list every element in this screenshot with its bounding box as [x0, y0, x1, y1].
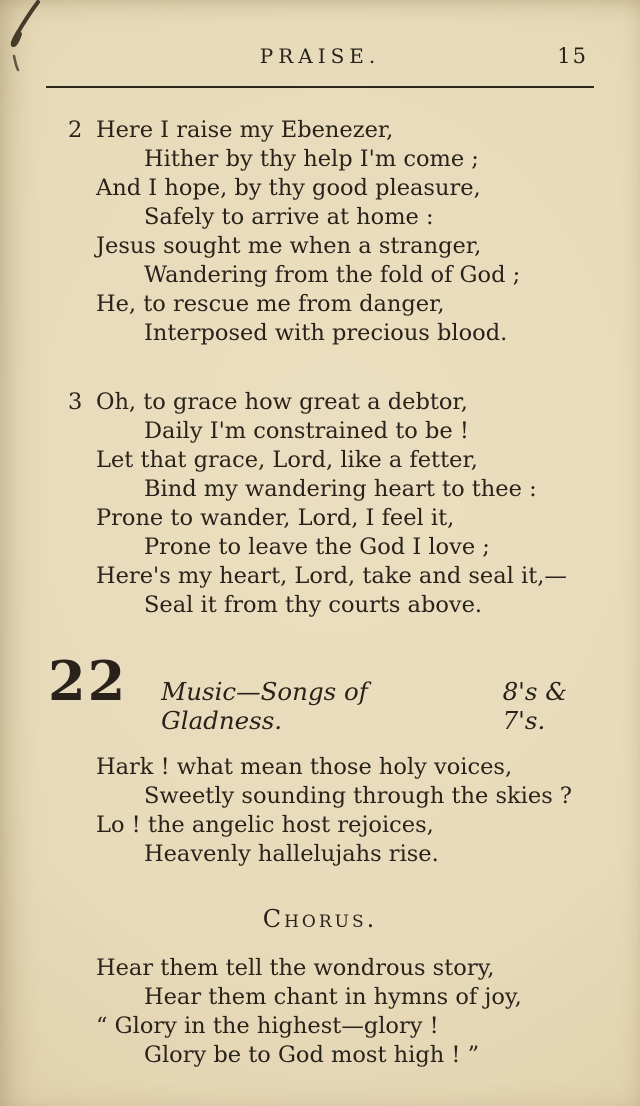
verse-line: Interposed with precious blood.: [144, 320, 508, 346]
running-title: PRAISE.: [259, 44, 381, 68]
verse-line: Hither by thy help I'm come ;: [144, 146, 479, 172]
verse-line: Oh, to grace how great a debtor,: [96, 389, 468, 415]
verse-line: Here I raise my Ebenezer,: [96, 117, 394, 143]
verse-line: Hark ! what mean those holy voices,: [96, 754, 513, 780]
hymn-22-section: [0, 649, 640, 869]
verse-line: Here's my heart, Lord, take and seal it,—: [96, 563, 567, 589]
verse-line: Safely to arrive at home :: [144, 204, 434, 230]
hymn-number: 22: [48, 649, 128, 713]
hymn-heading: [48, 649, 610, 735]
verse-number: 2: [68, 117, 83, 143]
verse-line: He, to rescue me from danger,: [96, 291, 445, 317]
verse-line: Sweetly sounding through the skies ?: [144, 783, 572, 809]
page-number: 15: [557, 44, 588, 68]
verse-line: Prone to leave the God I love ;: [144, 534, 490, 560]
verse-line: Daily I'm constrained to be !: [144, 418, 469, 444]
verse-line: “ Glory in the highest—glory !: [96, 1013, 439, 1039]
chorus-lines: [96, 954, 610, 1070]
hymn-meter: 8's & 7's.: [502, 677, 568, 735]
verse-line: Bind my wandering heart to thee :: [144, 476, 537, 502]
hymn-title: Music—Songs of Gladness.: [161, 677, 368, 735]
header-rule: [46, 86, 594, 88]
verse-3: [68, 388, 610, 620]
verse-line: Prone to wander, Lord, I feel it,: [96, 505, 455, 531]
chorus-section: [0, 905, 640, 1070]
verse-2: [68, 116, 610, 348]
verse-2-lines: [96, 116, 610, 348]
verse-line: Hear them chant in hymns of joy,: [144, 984, 522, 1010]
verse-number: 3: [68, 389, 83, 415]
verse-line: Heavenly hallelujahs rise.: [144, 841, 439, 867]
verse-line: Hear them tell the wondrous story,: [96, 955, 495, 981]
hymn-verse-lines: [96, 753, 610, 869]
verse-line: Let that grace, Lord, like a fetter,: [96, 447, 478, 473]
verse-line: Wandering from the fold of God ;: [144, 262, 521, 288]
verse-line: Seal it from thy courts above.: [144, 592, 483, 618]
verse-line: Jesus sought me when a stranger,: [96, 233, 482, 259]
verse-line: Lo ! the angelic host rejoices,: [96, 812, 434, 838]
verse-line: And I hope, by thy good pleasure,: [96, 175, 481, 201]
chorus-heading: Chorus.: [262, 905, 378, 933]
page-header: [0, 44, 640, 70]
verse-line: Glory be to God most high ! ”: [144, 1042, 480, 1068]
verse-3-lines: [96, 388, 610, 620]
